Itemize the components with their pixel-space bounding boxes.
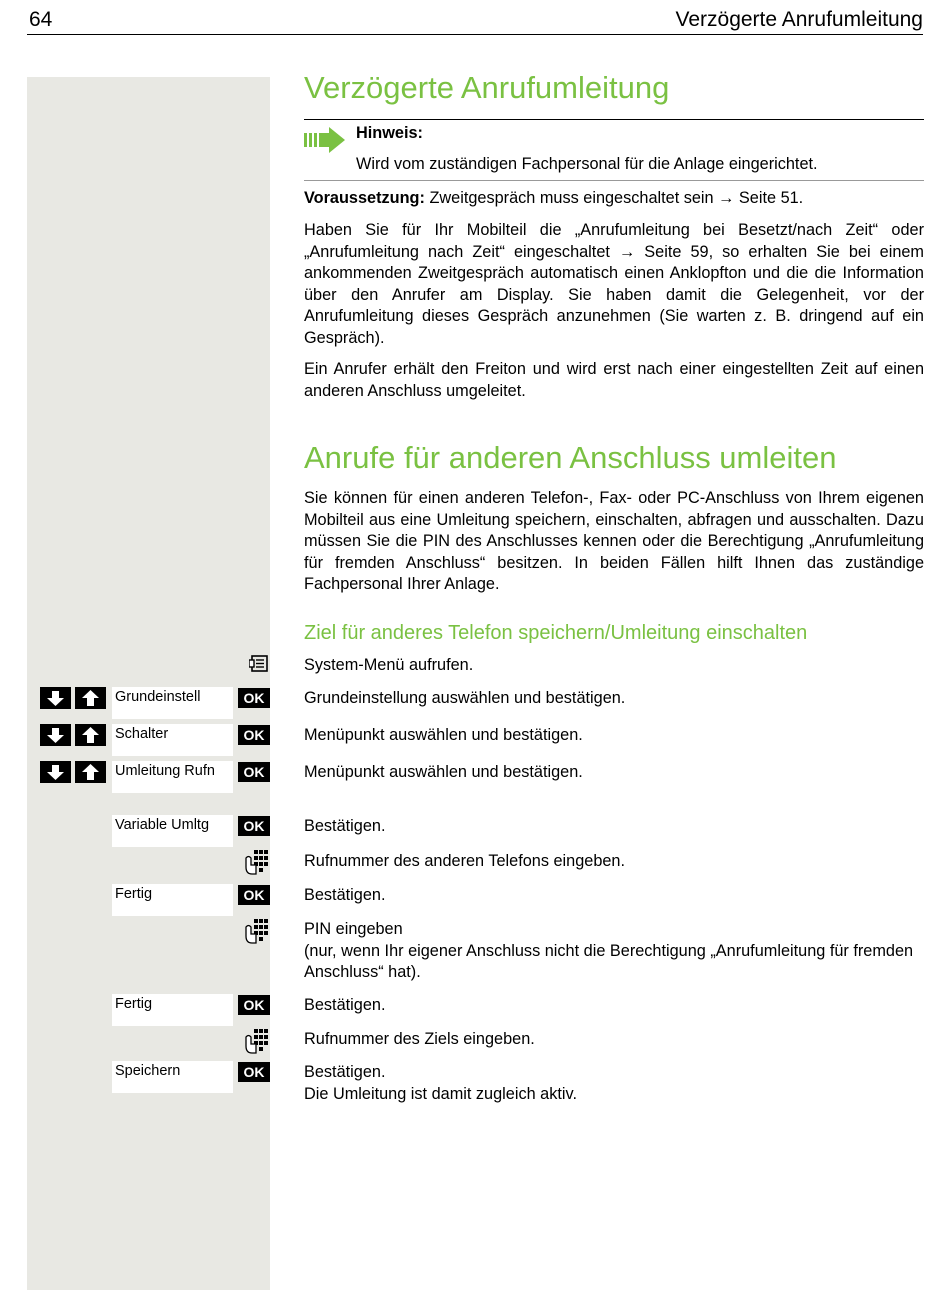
subheading: Ziel für anderes Telefon speichern/Umleitung einschalten bbox=[304, 622, 808, 644]
step-enter-pin bbox=[304, 919, 924, 984]
ok-key: OK bbox=[238, 762, 270, 782]
arrow-down-key-icon bbox=[40, 724, 71, 746]
display-label-schalter: Schalter bbox=[112, 724, 233, 756]
prerequisite-text: Zweitgespräch muss eingeschaltet sein → Seite 51. bbox=[424, 189, 804, 207]
step-confirm: Bestätigen. bbox=[304, 817, 386, 835]
prerequisite-label: Voraussetzung: bbox=[304, 189, 425, 207]
arrow-up-key-icon bbox=[75, 687, 106, 709]
step-select-settings: Grundeinstellung auswählen und bestätigen. bbox=[304, 689, 626, 707]
ok-key: OK bbox=[238, 816, 270, 836]
step-enter-pin-line1: PIN eingeben bbox=[304, 920, 403, 938]
margin-column bbox=[27, 77, 270, 1290]
paragraph-1: Haben Sie für Ihr Mobilteil die „Anrufumleitung bei Besetzt/nach Zeit“ oder „Anrufumleitung nach Zeit“ eingeschaltet → Seite 59, so erhalten Sie bei einem ankommenden Zweitgespräch automatisch einen Anklopfton und die die Information über den Anrufer am Display. Sie haben damit die Gelegenheit, vor der Anrufumleitung dieses Gespräch anzunehmen (Sie warten z. B. dringend auf ein Gespräch). bbox=[304, 221, 924, 347]
step-save bbox=[304, 1062, 924, 1105]
ok-key: OK bbox=[238, 725, 270, 745]
ok-key: OK bbox=[238, 688, 270, 708]
step-confirm-2: Bestätigen. bbox=[304, 886, 386, 904]
step-enter-target-number: Rufnummer des Ziels eingeben. bbox=[304, 1030, 535, 1048]
keypad-icon bbox=[242, 918, 268, 944]
note-heading: Hinweis: bbox=[356, 124, 423, 142]
step-save-line2: Die Umleitung ist damit zugleich aktiv. bbox=[304, 1084, 577, 1103]
arrow-down-key-icon bbox=[40, 761, 71, 783]
step-select-menu-item-2: Menüpunkt auswählen und bestätigen. bbox=[304, 763, 583, 781]
note-bottom-rule bbox=[304, 180, 924, 181]
ok-key: OK bbox=[238, 885, 270, 905]
step-enter-number: Rufnummer des anderen Telefons eingeben. bbox=[304, 852, 626, 870]
note-arrow-icon bbox=[304, 127, 346, 153]
menu-key-icon bbox=[249, 655, 268, 672]
note-text: Wird vom zuständigen Fachpersonal für die Anlage eingerichtet. bbox=[356, 155, 818, 173]
paragraph-2: Ein Anrufer erhält den Freiton und wird erst nach einer eingestellten Zeit auf einen anderen Anschluss umgeleitet. bbox=[304, 360, 924, 400]
section-heading-forward-other: Anrufe für anderen Anschluss umleiten bbox=[304, 440, 837, 475]
keypad-icon bbox=[242, 849, 268, 875]
display-label-fertig-2: Fertig bbox=[112, 994, 233, 1026]
paragraph-3: Sie können für einen anderen Telefon-, Fax- oder PC-Anschluss von Ihrem eigenen Mobilteil aus eine Umleitung speichern, einschalten, abfragen und ausschalten. Dazu müssen Sie die PIN des Anschlusses kennen oder die Berechtigung „Anrufumleitung für fremden Anschluss“ besitzen. In beiden Fällen hilft Ihnen das zuständige Fachpersonal Ihrer Anlage. bbox=[304, 489, 924, 594]
note-top-rule bbox=[304, 119, 924, 120]
arrow-up-key-icon bbox=[75, 761, 106, 783]
step-open-system-menu: System-Menü aufrufen. bbox=[304, 656, 474, 674]
keypad-icon bbox=[242, 1028, 268, 1054]
prerequisite bbox=[304, 188, 924, 210]
step-confirm-3: Bestätigen. bbox=[304, 996, 386, 1014]
step-enter-pin-line2: (nur, wenn Ihr eigener Anschluss nicht die Berechtigung „Anrufumleitung für fremden Anschluss“ hat). bbox=[304, 941, 914, 982]
display-label-variable-umltg: Variable Umltg bbox=[112, 815, 233, 847]
section-heading-delayed-forwarding: Verzögerte Anrufumleitung bbox=[304, 70, 670, 105]
display-label-grundeinstell: Grundeinstell bbox=[112, 687, 233, 719]
page-number: 64 bbox=[29, 8, 53, 31]
step-select-menu-item: Menüpunkt auswählen und bestätigen. bbox=[304, 726, 583, 744]
ok-key: OK bbox=[238, 1062, 270, 1082]
display-label-umleitung-rufn: Umleitung Rufn bbox=[112, 761, 233, 793]
header-rule bbox=[27, 34, 923, 35]
step-save-line1: Bestätigen. bbox=[304, 1063, 386, 1081]
display-label-speichern: Speichern bbox=[112, 1061, 233, 1093]
arrow-down-key-icon bbox=[40, 687, 71, 709]
arrow-up-key-icon bbox=[75, 724, 106, 746]
display-label-fertig: Fertig bbox=[112, 884, 233, 916]
ok-key: OK bbox=[238, 995, 270, 1015]
running-title: Verzögerte Anrufumleitung bbox=[675, 8, 923, 31]
